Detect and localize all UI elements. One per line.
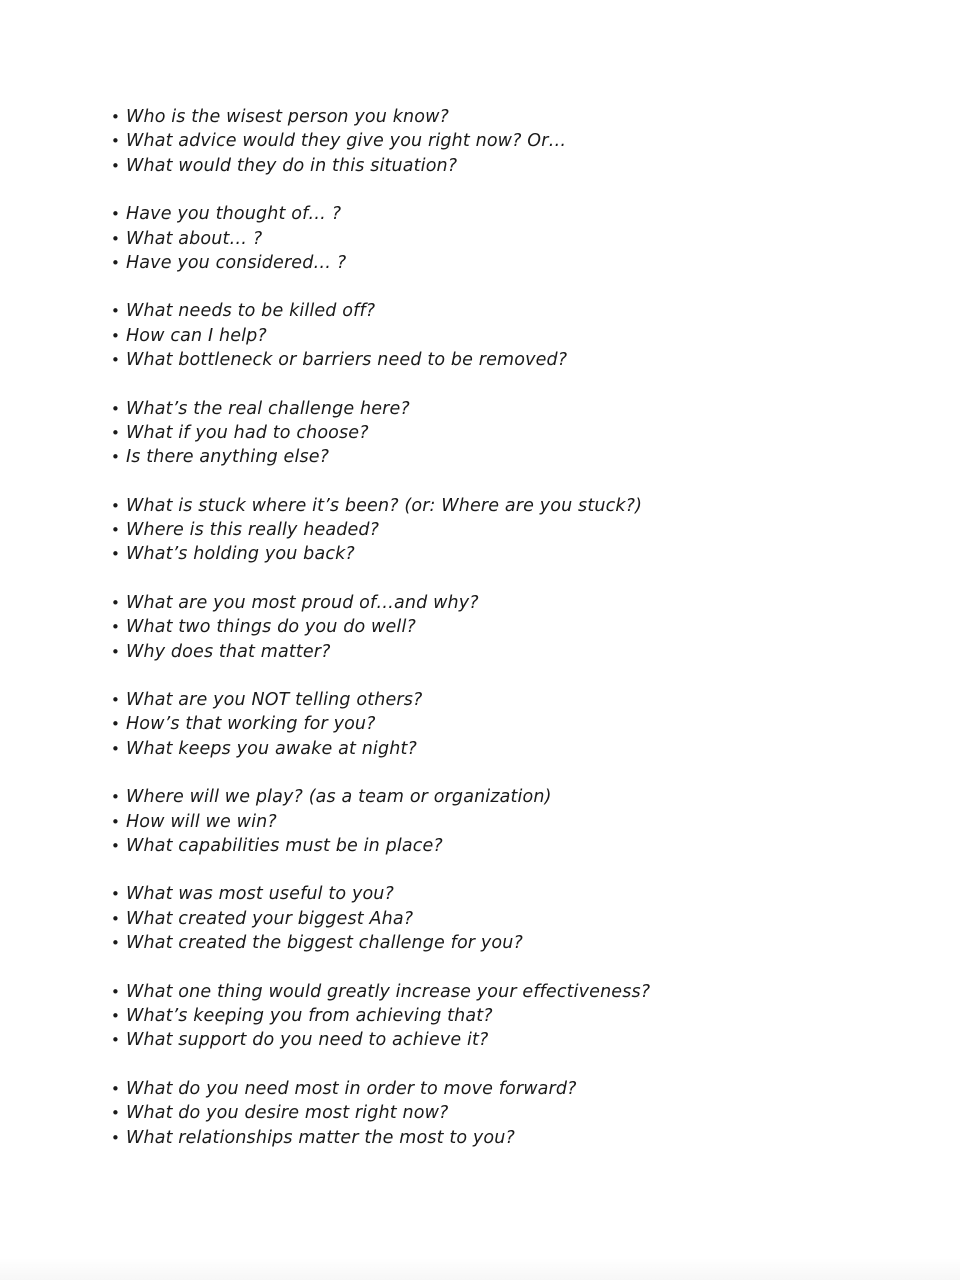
- bullet-icon: •: [111, 326, 120, 345]
- question-group: [110, 591, 910, 664]
- question-text: What’s holding you back?: [126, 544, 355, 565]
- question-text: What would they do in this situation?: [126, 155, 458, 176]
- bullet-icon: •: [111, 545, 120, 564]
- question-item: [110, 202, 910, 226]
- question-item: [110, 615, 910, 639]
- question-text: How’s that working for you?: [126, 714, 376, 735]
- question-item: [110, 348, 910, 372]
- question-item: [110, 931, 910, 955]
- bullet-icon: •: [111, 448, 120, 467]
- page-bottom-edge: [0, 1258, 960, 1280]
- question-item: [110, 518, 910, 542]
- question-text: What keeps you awake at night?: [126, 738, 417, 759]
- question-text: Who is the wisest person you know?: [126, 107, 449, 127]
- question-text: What do you need most in order to move forward?: [126, 1078, 577, 1099]
- question-item: [110, 1101, 910, 1125]
- question-group: [110, 105, 910, 178]
- bullet-icon: •: [111, 593, 120, 612]
- question-item: [110, 907, 910, 931]
- bullet-icon: •: [111, 788, 120, 807]
- bullet-icon: •: [111, 423, 120, 442]
- question-text: Is there anything else?: [126, 447, 330, 468]
- bullet-icon: •: [111, 934, 120, 953]
- question-item: [110, 397, 910, 421]
- question-item: [110, 882, 910, 906]
- bullet-icon: •: [111, 1031, 120, 1050]
- question-item: [110, 737, 910, 761]
- question-item: [110, 785, 910, 809]
- bullet-icon: •: [111, 885, 120, 904]
- bullet-icon: •: [111, 715, 120, 734]
- bullet-icon: •: [111, 982, 120, 1001]
- question-item: [110, 324, 910, 348]
- question-item: [110, 640, 910, 664]
- question-group: [110, 980, 910, 1053]
- question-text: What two things do you do well?: [126, 617, 416, 638]
- bullet-icon: •: [111, 1079, 120, 1098]
- question-text: What are you NOT telling others?: [126, 690, 423, 711]
- question-text: What advice would they give you right now? Or…: [126, 131, 567, 152]
- question-item: [110, 1126, 910, 1150]
- question-group: [110, 397, 910, 470]
- question-text: What support do you need to achieve it?: [126, 1030, 489, 1051]
- question-text: Where will we play? (as a team or organization): [126, 787, 552, 808]
- question-group: [110, 494, 910, 567]
- bullet-icon: •: [111, 108, 120, 126]
- question-text: What are you most proud of…and why?: [126, 592, 479, 613]
- bullet-icon: •: [111, 642, 120, 661]
- question-text: Why does that matter?: [126, 641, 331, 662]
- question-item: [110, 980, 910, 1004]
- question-list: [110, 105, 910, 1174]
- question-text: What do you desire most right now?: [126, 1103, 449, 1124]
- question-text: What one thing would greatly increase your effectiveness?: [126, 981, 651, 1002]
- question-text: How can I help?: [126, 325, 267, 346]
- question-item: [110, 227, 910, 251]
- question-text: What’s keeping you from achieving that?: [126, 1005, 493, 1026]
- question-item: [110, 712, 910, 736]
- bullet-icon: •: [111, 836, 120, 855]
- bullet-icon: •: [111, 739, 120, 758]
- bullet-icon: •: [111, 691, 120, 710]
- question-group: [110, 1077, 910, 1150]
- bullet-icon: •: [111, 229, 120, 248]
- bullet-icon: •: [111, 399, 120, 418]
- question-item: [110, 445, 910, 469]
- bullet-icon: •: [111, 521, 120, 540]
- question-item: [110, 299, 910, 323]
- bullet-icon: •: [111, 1104, 120, 1123]
- question-text: What relationships matter the most to you?: [126, 1127, 515, 1148]
- bullet-icon: •: [111, 132, 120, 151]
- question-item: [110, 129, 910, 153]
- question-text: What about… ?: [126, 228, 263, 249]
- bullet-icon: •: [111, 253, 120, 272]
- question-text: How will we win?: [126, 811, 277, 832]
- bullet-icon: •: [111, 302, 120, 321]
- question-item: [110, 154, 910, 178]
- bullet-icon: •: [111, 1128, 120, 1147]
- question-text: Where is this really headed?: [126, 520, 380, 541]
- question-item: [110, 591, 910, 615]
- question-text: What capabilities must be in place?: [126, 835, 443, 856]
- question-text: What if you had to choose?: [126, 422, 369, 443]
- question-item: [110, 251, 910, 275]
- bullet-icon: •: [111, 909, 120, 928]
- question-item: [110, 1077, 910, 1101]
- question-group: [110, 882, 910, 955]
- question-text: What bottleneck or barriers need to be removed?: [126, 350, 568, 371]
- question-text: What created the biggest challenge for you?: [126, 933, 523, 954]
- bullet-icon: •: [111, 1006, 120, 1025]
- bullet-icon: •: [111, 351, 120, 370]
- bullet-icon: •: [111, 496, 120, 515]
- question-item: [110, 1004, 910, 1028]
- question-group: [110, 202, 910, 275]
- question-text: What created your biggest Aha?: [126, 908, 414, 929]
- question-text: What was most useful to you?: [126, 884, 394, 905]
- bullet-icon: •: [111, 156, 120, 175]
- question-group: [110, 688, 910, 761]
- question-item: [110, 494, 910, 518]
- bullet-icon: •: [111, 812, 120, 831]
- question-text: Have you considered… ?: [126, 252, 347, 273]
- question-group: [110, 299, 910, 372]
- question-text: Have you thought of… ?: [126, 204, 342, 225]
- bullet-icon: •: [111, 205, 120, 224]
- question-item: [110, 834, 910, 858]
- question-text: What is stuck where it’s been? (or: Where are you stuck?): [126, 495, 643, 516]
- question-item: [110, 810, 910, 834]
- question-text: What needs to be killed off?: [126, 301, 376, 322]
- question-item: [110, 542, 910, 566]
- bullet-icon: •: [111, 618, 120, 637]
- question-item: [110, 421, 910, 445]
- question-group: [110, 785, 910, 858]
- question-item: [110, 105, 910, 129]
- question-text: What’s the real challenge here?: [126, 398, 410, 419]
- question-item: [110, 688, 910, 712]
- question-item: [110, 1028, 910, 1052]
